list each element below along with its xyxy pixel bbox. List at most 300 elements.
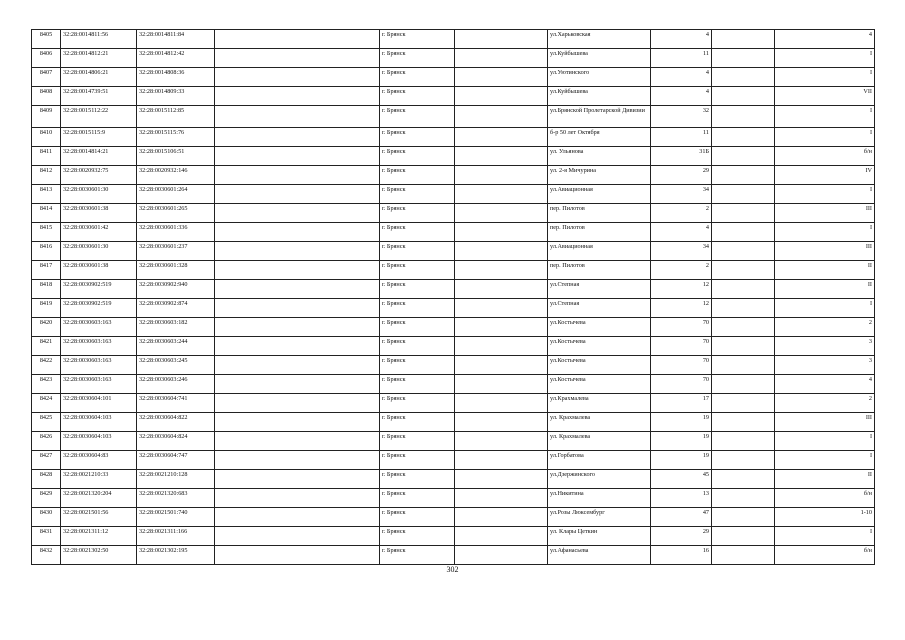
cadastral-number-cell: 32:28:0015112:22 bbox=[61, 106, 137, 128]
row-number-cell: 8414 bbox=[32, 204, 61, 223]
premises-cadastral-number-cell: 32:28:0021210:128 bbox=[137, 470, 215, 489]
table-row bbox=[32, 223, 875, 242]
cadastral-number-cell: 32:28:0030604:101 bbox=[61, 394, 137, 413]
empty-cell bbox=[215, 128, 380, 147]
premises-cadastral-number-cell: 32:28:0030902:940 bbox=[137, 280, 215, 299]
row-number-cell: 8432 bbox=[32, 546, 61, 565]
table-row bbox=[32, 413, 875, 432]
premises-cadastral-number-cell: 32:28:0030603:244 bbox=[137, 337, 215, 356]
page-number: 302 bbox=[446, 565, 459, 574]
premises-number-cell: III bbox=[775, 413, 875, 432]
city-cell: г. Брянск bbox=[380, 299, 455, 318]
premises-cadastral-number-cell: 32:28:0014812:42 bbox=[137, 49, 215, 68]
house-number-cell: 34 bbox=[651, 242, 712, 261]
street-cell: ул.Афанасьева bbox=[548, 546, 651, 565]
empty-cell bbox=[215, 242, 380, 261]
empty-cell bbox=[712, 49, 775, 68]
empty-cell bbox=[455, 128, 548, 147]
house-number-cell: 70 bbox=[651, 337, 712, 356]
street-cell: ул.Куйбышева bbox=[548, 87, 651, 106]
row-number-cell: 8412 bbox=[32, 166, 61, 185]
premises-number-cell: III bbox=[775, 242, 875, 261]
street-cell: ул.Авиационная bbox=[548, 242, 651, 261]
premises-number-cell: II bbox=[775, 261, 875, 280]
empty-cell bbox=[215, 68, 380, 87]
table-row bbox=[32, 546, 875, 565]
premises-number-cell: б/н bbox=[775, 147, 875, 166]
cadastral-number-cell: 32:28:0030902:519 bbox=[61, 280, 137, 299]
street-cell: ул.Брянской Пролетарской Дивизии bbox=[548, 106, 651, 128]
house-number-cell: 16 bbox=[651, 546, 712, 565]
city-cell: г. Брянск bbox=[380, 87, 455, 106]
premises-cadastral-number-cell: 32:28:0021320:683 bbox=[137, 489, 215, 508]
table-row bbox=[32, 128, 875, 147]
empty-cell bbox=[712, 147, 775, 166]
empty-cell bbox=[455, 413, 548, 432]
row-number-cell: 8431 bbox=[32, 527, 61, 546]
empty-cell bbox=[455, 147, 548, 166]
table-row bbox=[32, 204, 875, 223]
cadastral-number-cell: 32:28:0021210:33 bbox=[61, 470, 137, 489]
row-number-cell: 8424 bbox=[32, 394, 61, 413]
empty-cell bbox=[215, 489, 380, 508]
street-cell: ул. Ульянова bbox=[548, 147, 651, 166]
empty-cell bbox=[712, 87, 775, 106]
city-cell: г. Брянск bbox=[380, 280, 455, 299]
cadastral-number-cell: 32:28:0030604:103 bbox=[61, 413, 137, 432]
empty-cell bbox=[455, 30, 548, 49]
empty-cell bbox=[455, 106, 548, 128]
empty-cell bbox=[455, 318, 548, 337]
premises-cadastral-number-cell: 32:28:0030604:824 bbox=[137, 432, 215, 451]
table-row bbox=[32, 299, 875, 318]
cadastral-number-cell: 32:28:0014806:21 bbox=[61, 68, 137, 87]
cadastral-number-cell: 32:28:0020932:75 bbox=[61, 166, 137, 185]
premises-cadastral-number-cell: 32:28:0015115:76 bbox=[137, 128, 215, 147]
street-cell: пер. Пилотов bbox=[548, 261, 651, 280]
empty-cell bbox=[712, 394, 775, 413]
row-number-cell: 8426 bbox=[32, 432, 61, 451]
row-number-cell: 8429 bbox=[32, 489, 61, 508]
city-cell: г. Брянск bbox=[380, 128, 455, 147]
cadastral-number-cell: 32:28:0030603:163 bbox=[61, 375, 137, 394]
table-row bbox=[32, 527, 875, 546]
table-row bbox=[32, 375, 875, 394]
city-cell: г. Брянск bbox=[380, 413, 455, 432]
street-cell: ул. Крахмалева bbox=[548, 413, 651, 432]
cadastral-number-cell: 32:28:0030603:163 bbox=[61, 318, 137, 337]
cadastral-number-cell: 32:28:0030604:103 bbox=[61, 432, 137, 451]
empty-cell bbox=[712, 546, 775, 565]
house-number-cell: 29 bbox=[651, 166, 712, 185]
empty-cell bbox=[455, 527, 548, 546]
empty-cell bbox=[712, 489, 775, 508]
cadastral-number-cell: 32:28:0030601:38 bbox=[61, 204, 137, 223]
house-number-cell: 4 bbox=[651, 68, 712, 87]
row-number-cell: 8428 bbox=[32, 470, 61, 489]
premises-number-cell: I bbox=[775, 128, 875, 147]
empty-cell bbox=[712, 223, 775, 242]
street-cell: ул.Костычева bbox=[548, 375, 651, 394]
empty-cell bbox=[712, 299, 775, 318]
empty-cell bbox=[712, 261, 775, 280]
premises-cadastral-number-cell: 32:28:0021311:166 bbox=[137, 527, 215, 546]
city-cell: г. Брянск bbox=[380, 527, 455, 546]
empty-cell bbox=[712, 106, 775, 128]
empty-cell bbox=[215, 375, 380, 394]
empty-cell bbox=[712, 166, 775, 185]
premises-number-cell: I bbox=[775, 451, 875, 470]
premises-number-cell: I bbox=[775, 299, 875, 318]
premises-cadastral-number-cell: 32:28:0014808:36 bbox=[137, 68, 215, 87]
empty-cell bbox=[215, 451, 380, 470]
street-cell: ул.Степная bbox=[548, 299, 651, 318]
cadastral-number-cell: 32:28:0014812:21 bbox=[61, 49, 137, 68]
empty-cell bbox=[455, 451, 548, 470]
table-row bbox=[32, 261, 875, 280]
empty-cell bbox=[712, 470, 775, 489]
empty-cell bbox=[215, 106, 380, 128]
empty-cell bbox=[712, 128, 775, 147]
house-number-cell: 4 bbox=[651, 30, 712, 49]
row-number-cell: 8417 bbox=[32, 261, 61, 280]
table-row bbox=[32, 337, 875, 356]
house-number-cell: 19 bbox=[651, 432, 712, 451]
cadastral-number-cell: 32:28:0030601:42 bbox=[61, 223, 137, 242]
row-number-cell: 8405 bbox=[32, 30, 61, 49]
street-cell: ул. 2-я Мичурина bbox=[548, 166, 651, 185]
empty-cell bbox=[712, 527, 775, 546]
premises-number-cell: IV bbox=[775, 166, 875, 185]
house-number-cell: 13 bbox=[651, 489, 712, 508]
city-cell: г. Брянск bbox=[380, 261, 455, 280]
premises-number-cell: I bbox=[775, 527, 875, 546]
empty-cell bbox=[712, 242, 775, 261]
city-cell: г. Брянск bbox=[380, 49, 455, 68]
empty-cell bbox=[712, 451, 775, 470]
premises-cadastral-number-cell: 32:28:0021501:740 bbox=[137, 508, 215, 527]
table-row bbox=[32, 68, 875, 87]
street-cell: ул.Крахмалева bbox=[548, 394, 651, 413]
premises-number-cell: 3 bbox=[775, 337, 875, 356]
empty-cell bbox=[215, 508, 380, 527]
premises-number-cell: 1-10 bbox=[775, 508, 875, 527]
house-number-cell: 12 bbox=[651, 280, 712, 299]
premises-cadastral-number-cell: 32:28:0015112:85 bbox=[137, 106, 215, 128]
house-number-cell: 4 bbox=[651, 223, 712, 242]
street-cell: ул.Костычева bbox=[548, 318, 651, 337]
house-number-cell: 32 bbox=[651, 106, 712, 128]
table-row bbox=[32, 87, 875, 106]
table-row bbox=[32, 185, 875, 204]
street-cell: ул.Розы Люксембург bbox=[548, 508, 651, 527]
street-cell: ул.Никитина bbox=[548, 489, 651, 508]
empty-cell bbox=[712, 204, 775, 223]
city-cell: г. Брянск bbox=[380, 166, 455, 185]
row-number-cell: 8420 bbox=[32, 318, 61, 337]
city-cell: г. Брянск bbox=[380, 185, 455, 204]
cadastral-number-cell: 32:28:0014814:21 bbox=[61, 147, 137, 166]
premises-cadastral-number-cell: 32:28:0030604:822 bbox=[137, 413, 215, 432]
empty-cell bbox=[712, 375, 775, 394]
city-cell: г. Брянск bbox=[380, 356, 455, 375]
empty-cell bbox=[712, 185, 775, 204]
empty-cell bbox=[455, 166, 548, 185]
premises-cadastral-number-cell: 32:28:0030601:237 bbox=[137, 242, 215, 261]
empty-cell bbox=[455, 223, 548, 242]
table-row bbox=[32, 470, 875, 489]
premises-cadastral-number-cell: 32:28:0030603:182 bbox=[137, 318, 215, 337]
empty-cell bbox=[215, 432, 380, 451]
table-row bbox=[32, 106, 875, 128]
empty-cell bbox=[712, 318, 775, 337]
empty-cell bbox=[215, 204, 380, 223]
city-cell: г. Брянск bbox=[380, 106, 455, 128]
empty-cell bbox=[455, 261, 548, 280]
empty-cell bbox=[215, 166, 380, 185]
table-row bbox=[32, 318, 875, 337]
empty-cell bbox=[455, 337, 548, 356]
city-cell: г. Брянск bbox=[380, 489, 455, 508]
table-row bbox=[32, 280, 875, 299]
empty-cell bbox=[712, 356, 775, 375]
street-cell: ул.Куйбышева bbox=[548, 49, 651, 68]
city-cell: г. Брянск bbox=[380, 375, 455, 394]
cadastral-number-cell: 32:28:0021501:56 bbox=[61, 508, 137, 527]
premises-number-cell: VII bbox=[775, 87, 875, 106]
table-row bbox=[32, 451, 875, 470]
empty-cell bbox=[712, 68, 775, 87]
house-number-cell: 70 bbox=[651, 375, 712, 394]
table-row bbox=[32, 49, 875, 68]
house-number-cell: 2 bbox=[651, 204, 712, 223]
cadastral-number-cell: 32:28:0021320:204 bbox=[61, 489, 137, 508]
premises-number-cell: I bbox=[775, 432, 875, 451]
house-number-cell: 31Б bbox=[651, 147, 712, 166]
premises-cadastral-number-cell: 32:28:0030601:328 bbox=[137, 261, 215, 280]
table-row bbox=[32, 508, 875, 527]
premises-number-cell: II bbox=[775, 470, 875, 489]
row-number-cell: 8413 bbox=[32, 185, 61, 204]
row-number-cell: 8430 bbox=[32, 508, 61, 527]
cadastral-number-cell: 32:28:0030603:163 bbox=[61, 356, 137, 375]
empty-cell bbox=[215, 261, 380, 280]
premises-number-cell: 4 bbox=[775, 30, 875, 49]
city-cell: г. Брянск bbox=[380, 432, 455, 451]
empty-cell bbox=[215, 337, 380, 356]
row-number-cell: 8419 bbox=[32, 299, 61, 318]
premises-cadastral-number-cell: 32:28:0030601:264 bbox=[137, 185, 215, 204]
table-row bbox=[32, 394, 875, 413]
empty-cell bbox=[455, 49, 548, 68]
house-number-cell: 19 bbox=[651, 451, 712, 470]
table-row bbox=[32, 432, 875, 451]
empty-cell bbox=[455, 508, 548, 527]
city-cell: г. Брянск bbox=[380, 318, 455, 337]
street-cell: ул.Дзержинского bbox=[548, 470, 651, 489]
empty-cell bbox=[215, 280, 380, 299]
empty-cell bbox=[712, 432, 775, 451]
cadastral-number-cell: 32:28:0030601:38 bbox=[61, 261, 137, 280]
table-row bbox=[32, 30, 875, 49]
premises-number-cell: 2 bbox=[775, 394, 875, 413]
house-number-cell: 19 bbox=[651, 413, 712, 432]
city-cell: г. Брянск bbox=[380, 470, 455, 489]
street-cell: ул.Костычева bbox=[548, 337, 651, 356]
city-cell: г. Брянск bbox=[380, 68, 455, 87]
row-number-cell: 8409 bbox=[32, 106, 61, 128]
empty-cell bbox=[455, 204, 548, 223]
premises-number-cell: 3 bbox=[775, 356, 875, 375]
empty-cell bbox=[455, 356, 548, 375]
empty-cell bbox=[712, 30, 775, 49]
city-cell: г. Брянск bbox=[380, 508, 455, 527]
premises-cadastral-number-cell: 32:28:0030603:246 bbox=[137, 375, 215, 394]
premises-number-cell: III bbox=[775, 204, 875, 223]
premises-number-cell: б/н bbox=[775, 489, 875, 508]
empty-cell bbox=[215, 299, 380, 318]
city-cell: г. Брянск bbox=[380, 451, 455, 470]
premises-cadastral-number-cell: 32:28:0030604:747 bbox=[137, 451, 215, 470]
empty-cell bbox=[215, 413, 380, 432]
empty-cell bbox=[455, 280, 548, 299]
premises-cadastral-number-cell: 32:28:0020932:146 bbox=[137, 166, 215, 185]
empty-cell bbox=[215, 30, 380, 49]
street-cell: ул.Горбатова bbox=[548, 451, 651, 470]
empty-cell bbox=[215, 356, 380, 375]
city-cell: г. Брянск bbox=[380, 337, 455, 356]
table-body bbox=[32, 30, 875, 565]
street-cell: ул.Харьковская bbox=[548, 30, 651, 49]
premises-cadastral-number-cell: 32:28:0021302:195 bbox=[137, 546, 215, 565]
empty-cell bbox=[712, 280, 775, 299]
empty-cell bbox=[215, 470, 380, 489]
premises-number-cell: II bbox=[775, 280, 875, 299]
premises-number-cell: б/н bbox=[775, 546, 875, 565]
premises-number-cell: I bbox=[775, 68, 875, 87]
house-number-cell: 70 bbox=[651, 318, 712, 337]
empty-cell bbox=[215, 394, 380, 413]
premises-number-cell: 4 bbox=[775, 375, 875, 394]
house-number-cell: 12 bbox=[651, 299, 712, 318]
empty-cell bbox=[455, 299, 548, 318]
premises-cadastral-number-cell: 32:28:0015106:51 bbox=[137, 147, 215, 166]
row-number-cell: 8427 bbox=[32, 451, 61, 470]
empty-cell bbox=[455, 375, 548, 394]
empty-cell bbox=[455, 432, 548, 451]
row-number-cell: 8425 bbox=[32, 413, 61, 432]
empty-cell bbox=[712, 413, 775, 432]
house-number-cell: 11 bbox=[651, 128, 712, 147]
empty-cell bbox=[215, 147, 380, 166]
cadastral-number-cell: 32:28:0030601:30 bbox=[61, 185, 137, 204]
premises-cadastral-number-cell: 32:28:0030604:741 bbox=[137, 394, 215, 413]
city-cell: г. Брянск bbox=[380, 30, 455, 49]
empty-cell bbox=[712, 508, 775, 527]
street-cell: б-р 50 лет Октября bbox=[548, 128, 651, 147]
registry-table bbox=[31, 29, 875, 565]
empty-cell bbox=[455, 546, 548, 565]
house-number-cell: 17 bbox=[651, 394, 712, 413]
table-row bbox=[32, 489, 875, 508]
house-number-cell: 70 bbox=[651, 356, 712, 375]
house-number-cell: 11 bbox=[651, 49, 712, 68]
table-row bbox=[32, 242, 875, 261]
premises-number-cell: I bbox=[775, 223, 875, 242]
row-number-cell: 8418 bbox=[32, 280, 61, 299]
empty-cell bbox=[455, 489, 548, 508]
cadastral-number-cell: 32:28:0015115:9 bbox=[61, 128, 137, 147]
premises-cadastral-number-cell: 32:28:0030603:245 bbox=[137, 356, 215, 375]
house-number-cell: 4 bbox=[651, 87, 712, 106]
street-cell: ул.Степная bbox=[548, 280, 651, 299]
table-row bbox=[32, 147, 875, 166]
empty-cell bbox=[215, 185, 380, 204]
street-cell: пер. Пилотов bbox=[548, 204, 651, 223]
premises-number-cell: 2 bbox=[775, 318, 875, 337]
row-number-cell: 8411 bbox=[32, 147, 61, 166]
empty-cell bbox=[215, 527, 380, 546]
city-cell: г. Брянск bbox=[380, 242, 455, 261]
street-cell: ул. Крахмалева bbox=[548, 432, 651, 451]
house-number-cell: 34 bbox=[651, 185, 712, 204]
empty-cell bbox=[215, 223, 380, 242]
city-cell: г. Брянск bbox=[380, 204, 455, 223]
premises-cadastral-number-cell: 32:28:0030902:874 bbox=[137, 299, 215, 318]
city-cell: г. Брянск bbox=[380, 394, 455, 413]
empty-cell bbox=[455, 242, 548, 261]
row-number-cell: 8416 bbox=[32, 242, 61, 261]
street-cell: ул.Уютинского bbox=[548, 68, 651, 87]
row-number-cell: 8408 bbox=[32, 87, 61, 106]
premises-number-cell: I bbox=[775, 185, 875, 204]
premises-cadastral-number-cell: 32:28:0014809:33 bbox=[137, 87, 215, 106]
empty-cell bbox=[455, 470, 548, 489]
table-row bbox=[32, 356, 875, 375]
row-number-cell: 8423 bbox=[32, 375, 61, 394]
premises-number-cell: I bbox=[775, 49, 875, 68]
table-row bbox=[32, 166, 875, 185]
empty-cell bbox=[215, 546, 380, 565]
city-cell: г. Брянск bbox=[380, 546, 455, 565]
house-number-cell: 2 bbox=[651, 261, 712, 280]
premises-number-cell: I bbox=[775, 106, 875, 128]
city-cell: г. Брянск bbox=[380, 223, 455, 242]
row-number-cell: 8415 bbox=[32, 223, 61, 242]
row-number-cell: 8421 bbox=[32, 337, 61, 356]
empty-cell bbox=[215, 87, 380, 106]
empty-cell bbox=[712, 337, 775, 356]
cadastral-number-cell: 32:28:0014739:51 bbox=[61, 87, 137, 106]
premises-cadastral-number-cell: 32:28:0014811:84 bbox=[137, 30, 215, 49]
street-cell: ул. Клары Цеткин bbox=[548, 527, 651, 546]
cadastral-number-cell: 32:28:0021302:50 bbox=[61, 546, 137, 565]
row-number-cell: 8410 bbox=[32, 128, 61, 147]
house-number-cell: 29 bbox=[651, 527, 712, 546]
cadastral-number-cell: 32:28:0021311:12 bbox=[61, 527, 137, 546]
cadastral-number-cell: 32:28:0030603:163 bbox=[61, 337, 137, 356]
street-cell: пер. Пилотов bbox=[548, 223, 651, 242]
row-number-cell: 8406 bbox=[32, 49, 61, 68]
empty-cell bbox=[455, 394, 548, 413]
cadastral-number-cell: 32:28:0030601:30 bbox=[61, 242, 137, 261]
city-cell: г. Брянск bbox=[380, 147, 455, 166]
house-number-cell: 45 bbox=[651, 470, 712, 489]
premises-cadastral-number-cell: 32:28:0030601:336 bbox=[137, 223, 215, 242]
row-number-cell: 8422 bbox=[32, 356, 61, 375]
empty-cell bbox=[215, 318, 380, 337]
row-number-cell: 8407 bbox=[32, 68, 61, 87]
